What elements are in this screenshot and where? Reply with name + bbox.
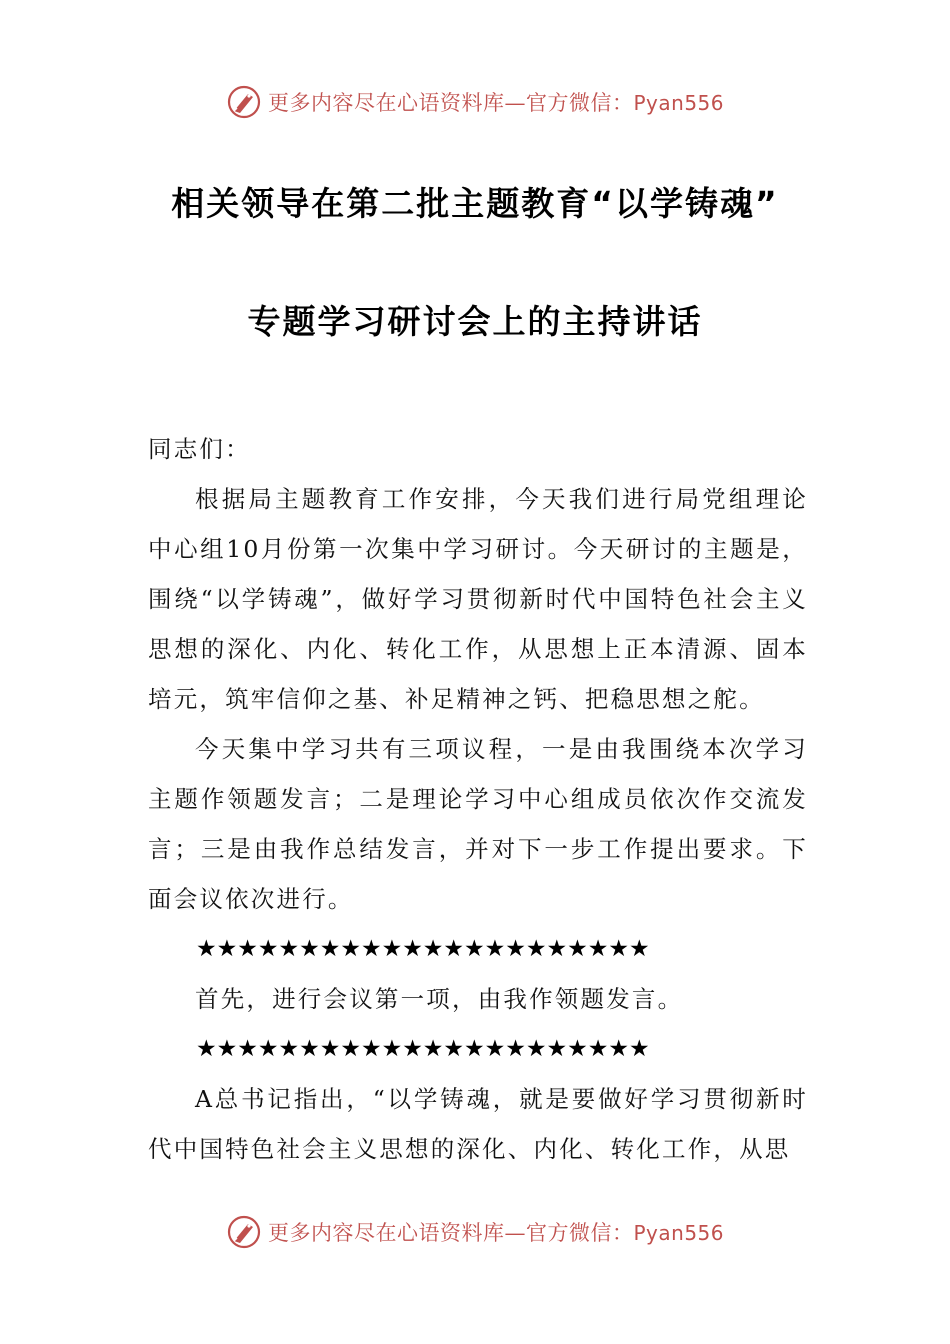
watermark-text: 更多内容尽在心语资料库—官方微信：Pyan556 — [267, 91, 724, 115]
pen-nib-circle-icon — [226, 1214, 262, 1250]
document-title-line1: 相关领导在第二批主题教育“以学铸魂” — [171, 184, 779, 223]
paragraph-4: A总书记指出，“以学铸魂，就是要做好学习贯彻新时代中国特色社会主义思想的深化、内化、转化工作，从思 — [148, 1085, 808, 1163]
watermark-text: 更多内容尽在心语资料库—官方微信：Pyan556 — [267, 1221, 724, 1245]
paragraph-3: 首先，进行会议第一项，由我作领题发言。 — [195, 985, 684, 1013]
greeting: 同志们： — [148, 435, 251, 463]
document-title-line2: 专题学习研讨会上的主持讲话 — [247, 302, 703, 341]
pen-nib-circle-icon — [226, 84, 262, 120]
star-divider: ★★★★★★★★★★★★★★★★★★★★★★ — [196, 1036, 650, 1062]
paragraph-1: 根据局主题教育工作安排，今天我们进行局党组理论中心组10月份第一次集中学习研讨。今天研讨的主题是，围绕“以学铸魂”，做好学习贯彻新时代中国特色社会主义思想的深化、内化、转化工作，从思想上正本清源、固本培元，筑牢信仰之基、补足精神之钙、把稳思想之舵。 — [148, 485, 808, 713]
watermark-header — [0, 82, 950, 122]
watermark-handle: Pyan556 — [633, 1221, 724, 1245]
watermark-handle: Pyan556 — [633, 91, 724, 115]
watermark-footer — [0, 1212, 950, 1252]
paragraph-2: 今天集中学习共有三项议程，一是由我围绕本次学习主题作领题发言；二是理论学习中心组成员依次作交流发言；三是由我作总结发言，并对下一步工作提出要求。下面会议依次进行。 — [148, 735, 808, 913]
star-divider: ★★★★★★★★★★★★★★★★★★★★★★ — [196, 936, 650, 962]
